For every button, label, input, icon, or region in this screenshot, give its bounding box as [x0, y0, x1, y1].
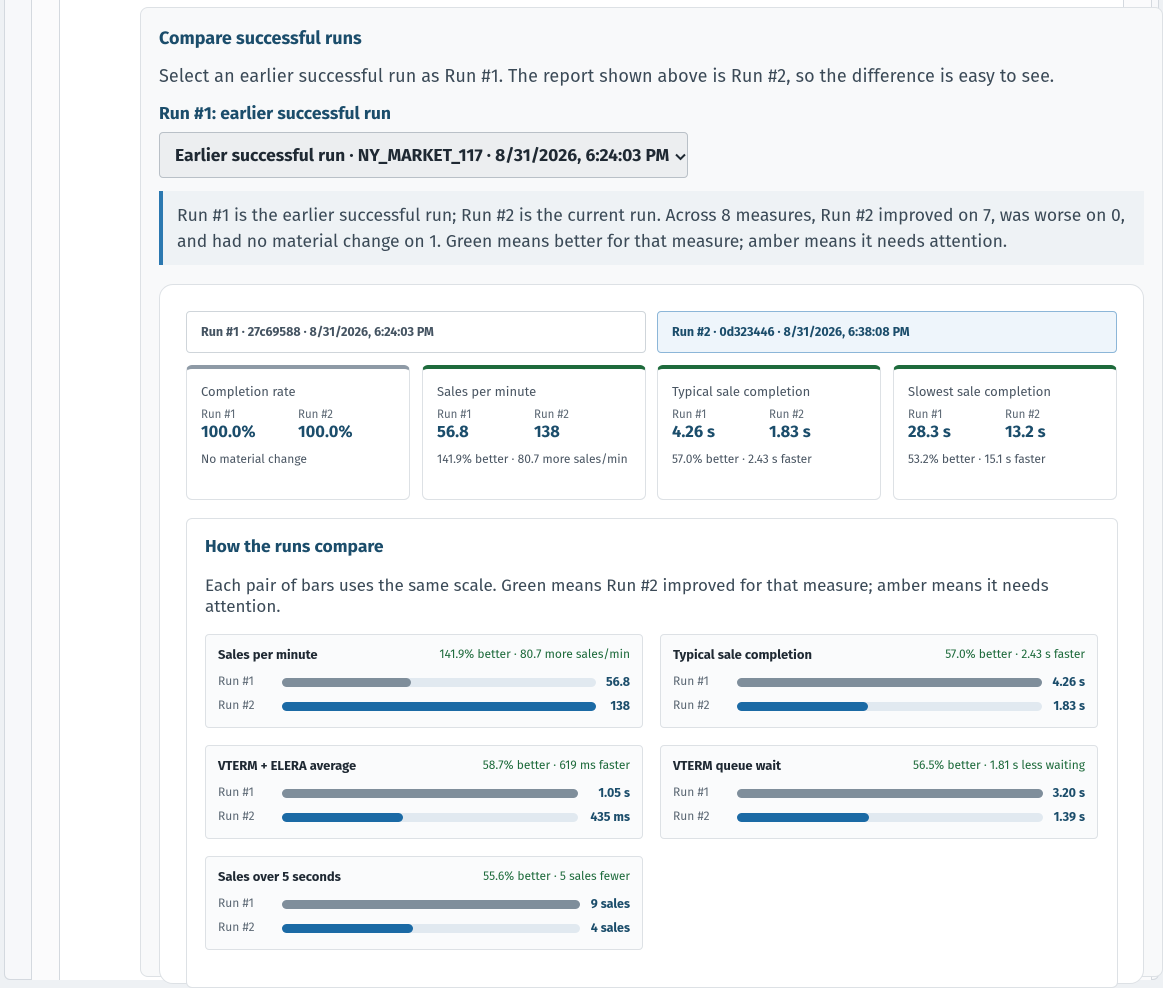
metric-run2-value: 13.2 s	[1005, 423, 1046, 442]
run1-header: Run #1 · 27c69588 · 8/31/2026, 6:24:03 PM	[186, 311, 646, 353]
chart-row-label: Run #1	[673, 786, 709, 800]
metric-note: 57.0% better · 2.43 s faster	[672, 453, 812, 467]
bar-track	[282, 678, 596, 687]
run2-bar	[737, 702, 868, 711]
run1-bar-value: 56.8	[605, 675, 630, 690]
metric-card-slowest-sale-completion	[893, 365, 1117, 500]
report-container	[59, 0, 1124, 980]
chevron-down-icon	[675, 145, 686, 166]
run1-bar-value: 4.26 s	[1052, 675, 1085, 690]
summary-line-1: Run #1 is the earlier successful run; Run #2 is the current run. Across 8 measures, Run #2 improved on 7, was worse on 0,	[177, 205, 1125, 226]
chart-card-title: Sales per minute	[218, 648, 318, 663]
metric-title: Completion rate	[201, 385, 296, 400]
metric-run2-label: Run #2	[769, 408, 804, 422]
metric-card-completion-rate	[186, 365, 410, 500]
run2-bar	[282, 813, 403, 822]
metric-run1-value: 28.3 s	[908, 423, 951, 442]
chart-card-delta: 56.5% better · 1.81 s less waiting	[913, 759, 1085, 773]
chart-row-label: Run #1	[673, 675, 709, 689]
chart-card-delta: 55.6% better · 5 sales fewer	[483, 870, 630, 884]
run2-bar-value: 1.83 s	[1053, 699, 1085, 714]
bar-track	[282, 900, 580, 909]
chart-card	[660, 634, 1098, 728]
run1-bar-value: 1.05 s	[598, 786, 630, 801]
metric-run2-label: Run #2	[298, 408, 333, 422]
bar-track	[737, 678, 1042, 687]
run2-bar-value: 4 sales	[590, 921, 630, 936]
summary-line-2: and had no material change on 1. Green means better for that measure; amber means it needs attention.	[177, 231, 1008, 252]
bar-track	[737, 813, 1043, 822]
chart-row-label: Run #2	[673, 810, 710, 824]
bar-track	[282, 789, 578, 798]
chart-card	[205, 634, 643, 728]
run1-bar	[737, 789, 1043, 798]
chart-row-label: Run #2	[218, 921, 255, 935]
metric-title: Slowest sale completion	[908, 385, 1052, 400]
run1-bar	[282, 678, 411, 687]
metric-run1-label: Run #1	[908, 408, 943, 422]
comparison-charts-panel	[186, 518, 1118, 988]
charts-description: Each pair of bars uses the same scale. Green means Run #2 improved for that measure; amber means it needs attention.	[205, 575, 1049, 617]
metric-run1-label: Run #1	[201, 408, 236, 422]
bar-track	[282, 702, 596, 711]
metric-run2-value: 100.0%	[298, 423, 353, 442]
charts-title: How the runs compare	[205, 536, 384, 557]
run1-bar	[282, 900, 580, 909]
run2-bar-value: 435 ms	[590, 810, 630, 825]
run2-bar	[282, 924, 413, 933]
chart-card-title: VTERM queue wait	[673, 759, 782, 774]
bar-track	[282, 924, 580, 933]
run1-bar	[737, 678, 1042, 687]
run1-select-label: Run #1: earlier successful run	[159, 103, 391, 124]
metric-run1-label: Run #1	[437, 408, 472, 422]
chart-card-title: VTERM + ELERA average	[218, 759, 357, 774]
metric-note: No material change	[201, 453, 307, 467]
chart-card-delta: 57.0% better · 2.43 s faster	[945, 648, 1085, 662]
comparison-summary	[159, 191, 1144, 265]
metric-title: Sales per minute	[437, 385, 537, 400]
metric-run1-value: 4.26 s	[672, 423, 715, 442]
chart-row-label: Run #1	[218, 897, 254, 911]
run2-header: Run #2 · 0d323446 · 8/31/2026, 6:38:08 PM	[657, 311, 1117, 353]
chart-row-label: Run #2	[218, 810, 255, 824]
compare-runs-panel	[140, 7, 1163, 977]
compare-description: Select an earlier successful run as Run #1. The report shown above is Run #2, so the difference is easy to see.	[159, 65, 1055, 87]
chart-card-delta: 58.7% better · 619 ms faster	[482, 759, 630, 773]
bar-track	[737, 789, 1043, 798]
metric-run2-label: Run #2	[1005, 408, 1040, 422]
run1-select-value: Earlier successful run · NY_MARKET_117 · 8/31/2026, 6:24:03 PM	[175, 144, 670, 166]
run1-bar-value: 9 sales	[590, 897, 630, 912]
run1-bar	[282, 789, 578, 798]
metric-card-typical-sale-completion	[657, 365, 881, 500]
metric-run2-value: 1.83 s	[769, 423, 811, 442]
bar-track	[282, 813, 578, 822]
metric-run1-value: 100.0%	[201, 423, 256, 442]
chart-row-label: Run #2	[218, 699, 255, 713]
chart-card-title: Sales over 5 seconds	[218, 870, 341, 885]
chart-row-label: Run #1	[218, 675, 254, 689]
run2-bar	[282, 702, 596, 711]
chart-row-label: Run #1	[218, 786, 254, 800]
run1-bar-value: 3.20 s	[1052, 786, 1085, 801]
chart-card	[205, 745, 643, 839]
comparison-card	[159, 284, 1144, 984]
metric-note: 141.9% better · 80.7 more sales/min	[437, 453, 628, 467]
metric-run1-label: Run #1	[672, 408, 707, 422]
metric-run1-value: 56.8	[437, 423, 469, 442]
run2-bar-value: 1.39 s	[1053, 810, 1085, 825]
metric-title: Typical sale completion	[672, 385, 811, 400]
compare-title: Compare successful runs	[159, 27, 362, 49]
run2-bar	[737, 813, 869, 822]
chart-card-delta: 141.9% better · 80.7 more sales/min	[439, 648, 630, 662]
chart-card	[660, 745, 1098, 839]
run2-bar-value: 138	[610, 699, 630, 714]
chart-card-title: Typical sale completion	[673, 648, 812, 663]
chart-row-label: Run #2	[673, 699, 710, 713]
metric-run2-label: Run #2	[534, 408, 569, 422]
chart-card	[205, 856, 643, 950]
metric-card-sales-per-minute	[422, 365, 646, 500]
metric-run2-value: 138	[534, 423, 560, 442]
run1-select[interactable]	[159, 132, 688, 178]
metric-note: 53.2% better · 15.1 s faster	[908, 453, 1046, 467]
bar-track	[737, 702, 1042, 711]
